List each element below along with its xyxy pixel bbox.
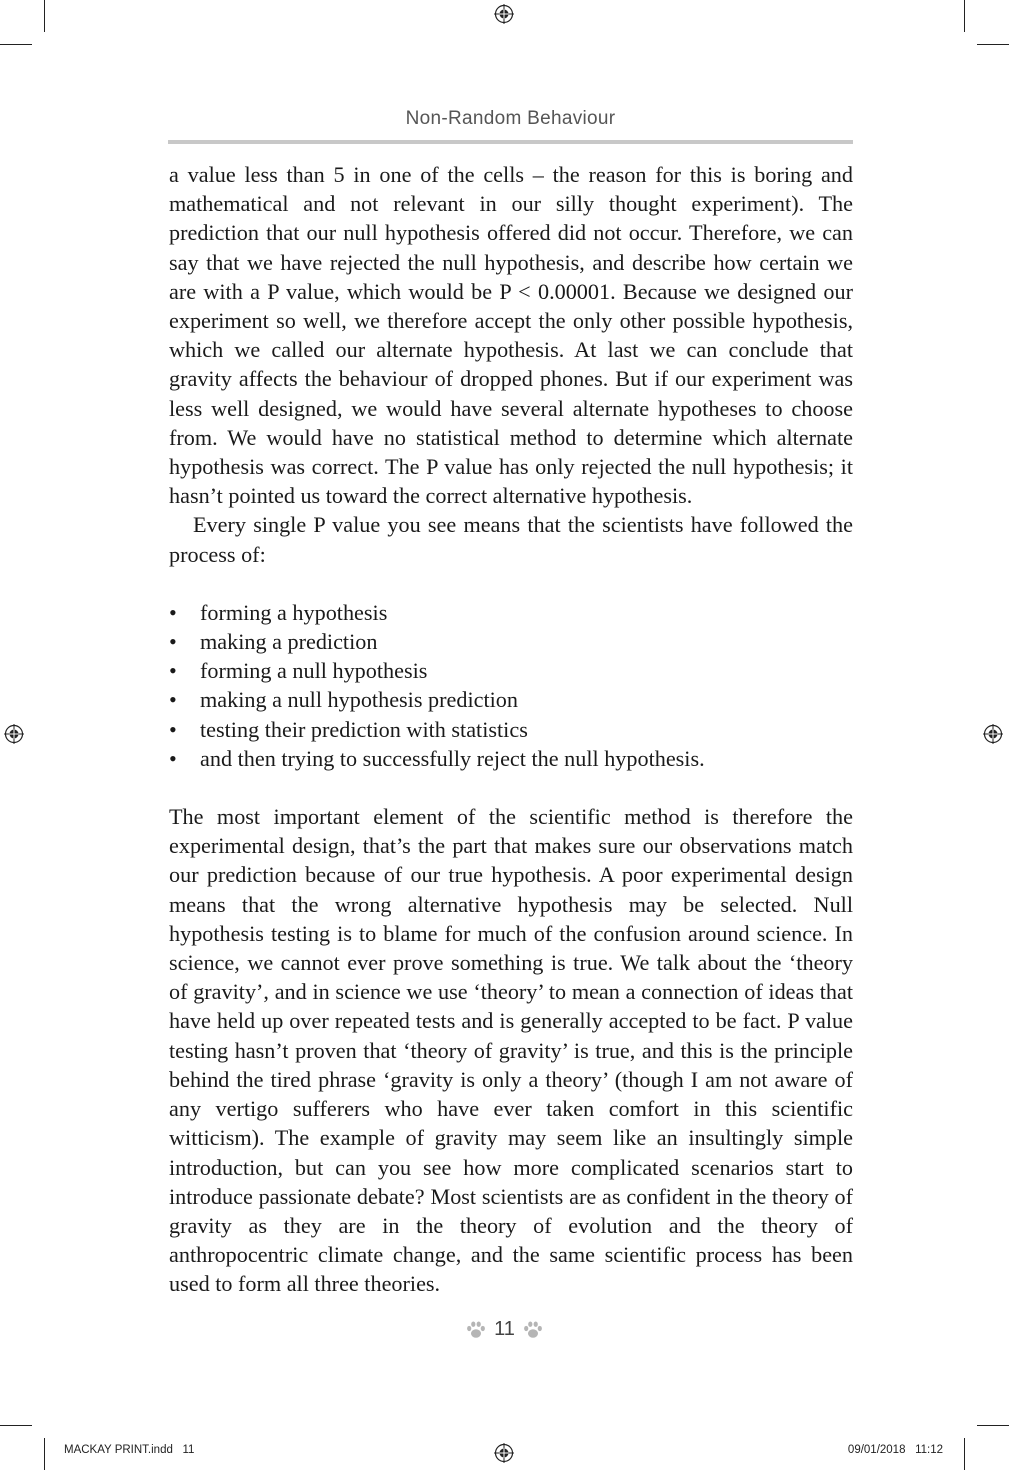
list-item-text: making a prediction bbox=[200, 629, 378, 655]
paw-print-icon bbox=[466, 1321, 486, 1339]
slug-timestamp: 09/01/2018 11:12 bbox=[847, 1444, 943, 1456]
list-item bbox=[169, 656, 853, 685]
registration-mark-icon bbox=[4, 724, 24, 744]
body-text bbox=[169, 160, 853, 1299]
registration-mark-icon bbox=[494, 1443, 514, 1463]
list-item bbox=[169, 627, 853, 656]
intro-paragraph: Every single P value you see means that the scientists have followed the process of: bbox=[169, 512, 853, 567]
list-item-text: forming a null hypothesis bbox=[200, 658, 428, 684]
bullet-glyph: • bbox=[169, 658, 177, 684]
continuation-paragraph: a value less than 5 in one of the cells – the reason for this is boring and mathematical and not relevant in our silly thought experiment). The prediction that our null hypothesis offered did not occur. Therefore, we can say that we have rejected the null hypothesis, and describe how certain we are with a P value, which would be P < 0.00001. Because we designed our experiment so well, we therefore accept the only other possible hypothesis, which we called our alternate hypothesis. At last we can conclude that gravity affects the behaviour of dropped phones. But if our experiment was less well designed, we would have several alternate hypotheses to choose from. We would have no statistical method to determine which alternate hypothesis was correct. The P value has only rejected the null hypothesis; it hasn’t pointed us toward the correct alternative hypothesis. bbox=[169, 162, 853, 509]
running-head: Non-Random Behaviour bbox=[405, 108, 616, 129]
list-item-text: testing their prediction with statistics bbox=[200, 716, 528, 742]
closing-paragraph: The most important element of the scientific method is therefore the experimental design, that’s the part that makes sure our observations match our prediction because of our true hypothesis. A poor experimental design means that the wrong alternative hypothesis may be selected. Null hypothesis testing is to blame for much of the confusion around science. In science, we cannot ever prove something is true. We talk about the ‘theory of gravity’, and in science we use ‘theory’ to mean a connection of ideas that have held up over repeated tests and is generally accepted to be fact. P value testing hasn’t proven that ‘theory of gravity’ is true, and this is the principle behind the tired phrase ‘gravity is only a theory’ (though I am not aware of any vertigo sufferers who have ever taken comfort in this scientific witticism). The example of gravity may seem like an insultingly simple introduction, but can you see how more complicated scenarios start to introduce passionate debate? Most scientists are as confident in the theory of gravity as they are in the theory of evolution and the theory of anthropocentric climate change, and the same scientific process has been used to form all three theories. bbox=[169, 804, 853, 1297]
bullet-glyph: • bbox=[169, 687, 177, 713]
crop-mark-top-right-vertical bbox=[964, 0, 965, 32]
running-head-rule bbox=[168, 140, 853, 144]
list-item bbox=[169, 598, 853, 627]
bullet-glyph: • bbox=[169, 599, 177, 625]
list-item-text: and then trying to successfully reject the null hypothesis. bbox=[200, 745, 705, 771]
list-item bbox=[169, 715, 853, 744]
slug-filename: MACKAY PRINT.indd 11 bbox=[64, 1444, 195, 1456]
list-item bbox=[169, 685, 853, 714]
crop-mark-top-left-vertical bbox=[44, 0, 45, 32]
list-item bbox=[169, 744, 853, 773]
crop-mark-bottom-left-vertical bbox=[44, 1438, 45, 1470]
crop-mark-top-left-horizontal bbox=[0, 44, 32, 45]
crop-mark-bottom-right-vertical bbox=[964, 1438, 965, 1470]
page-footer bbox=[0, 1318, 1009, 1341]
crop-mark-top-right-horizontal bbox=[977, 44, 1009, 45]
process-list bbox=[169, 598, 853, 773]
paw-print-icon bbox=[523, 1321, 543, 1339]
registration-mark-icon bbox=[983, 724, 1003, 744]
crop-mark-bottom-left-horizontal bbox=[0, 1425, 32, 1426]
registration-mark-icon bbox=[494, 4, 514, 24]
list-item-text: forming a hypothesis bbox=[200, 599, 388, 625]
bullet-glyph: • bbox=[169, 745, 177, 771]
bullet-glyph: • bbox=[169, 629, 177, 655]
bullet-glyph: • bbox=[169, 716, 177, 742]
crop-mark-bottom-right-horizontal bbox=[977, 1425, 1009, 1426]
page-number: 11 bbox=[494, 1318, 515, 1341]
list-item-text: making a null hypothesis prediction bbox=[200, 687, 518, 713]
